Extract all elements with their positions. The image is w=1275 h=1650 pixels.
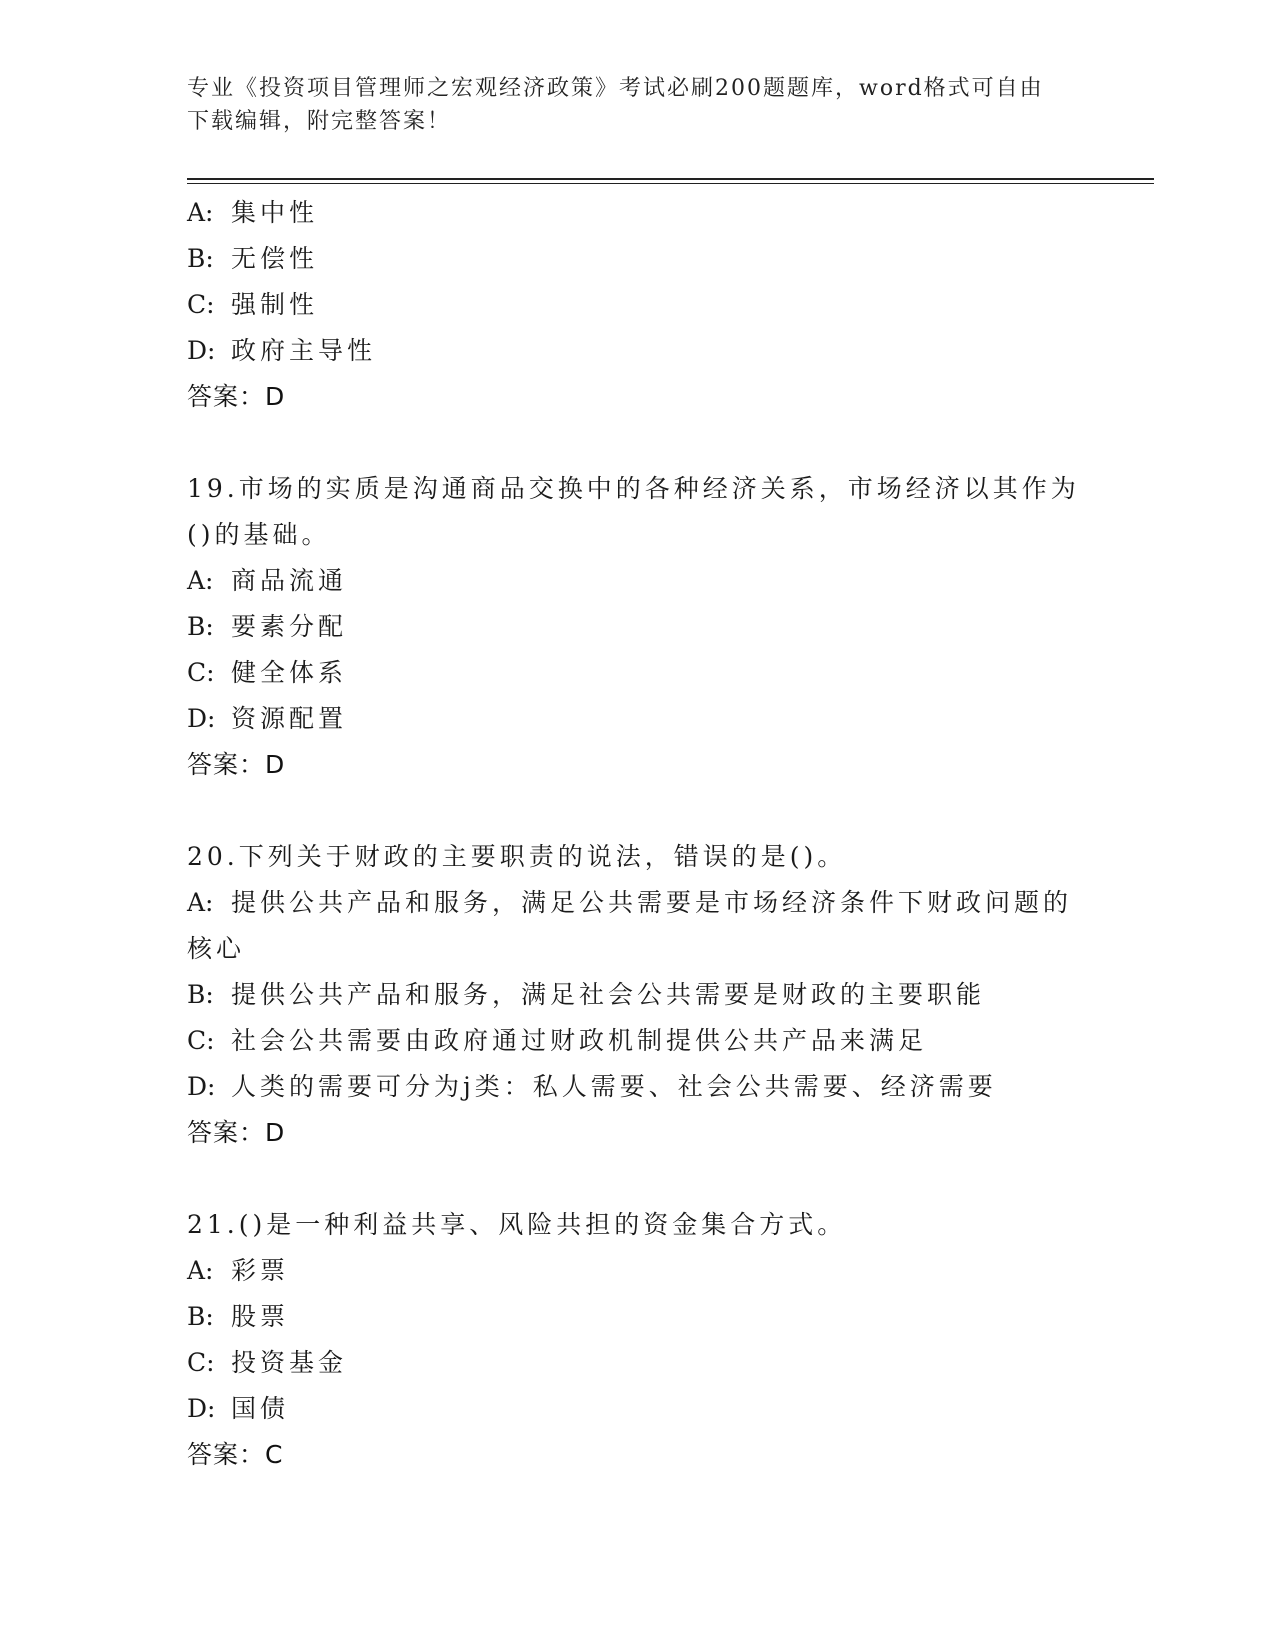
option-d: [187, 1386, 1147, 1432]
option-label: D:: [187, 336, 216, 365]
option-a: [187, 190, 1147, 236]
option-c: [187, 1018, 1147, 1064]
spacer: [187, 420, 1147, 466]
option-text: 无偿性: [231, 244, 319, 273]
option-text: 彩票: [231, 1256, 290, 1285]
option-text: 商品流通: [231, 566, 348, 595]
option-text: 人类的需要可分为j类：私人需要、社会公共需要、经济需要: [231, 1072, 997, 1101]
option-label: A:: [187, 198, 214, 227]
option-label: C:: [187, 290, 215, 319]
option-c: [187, 650, 1147, 696]
option-label: D:: [187, 704, 216, 733]
option-a-continued: 核心: [187, 934, 246, 963]
option-label: B:: [187, 244, 214, 273]
option-text: 政府主导性: [231, 336, 377, 365]
option-text: 资源配置: [231, 704, 348, 733]
option-c: [187, 1340, 1147, 1386]
option-text: 强制性: [231, 290, 319, 319]
option-a: [187, 880, 1147, 926]
question-list: [187, 190, 1147, 1478]
option-text: 投资基金: [231, 1348, 348, 1377]
option-label: A:: [187, 888, 214, 917]
option-label: C:: [187, 1026, 215, 1055]
question-stem: 19.市场的实质是沟通商品交换中的各种经济关系，市场经济以其作为: [187, 474, 1080, 503]
question-20: [187, 834, 1147, 1156]
option-d: [187, 696, 1147, 742]
option-b: [187, 236, 1147, 282]
question-stem-continued: ()的基础。: [187, 520, 331, 549]
spacer: [187, 788, 1147, 834]
header-divider-thin: [187, 183, 1154, 184]
question-stem: 20.下列关于财政的主要职责的说法，错误的是()。: [187, 842, 847, 871]
option-label: D:: [187, 1072, 216, 1101]
option-text: 提供公共产品和服务，满足社会公共需要是财政的主要职能: [231, 980, 986, 1009]
option-text: 股票: [231, 1302, 290, 1331]
answer: 答案：C: [187, 1440, 284, 1469]
option-label: A:: [187, 566, 214, 595]
option-label: B:: [187, 980, 214, 1009]
answer: 答案：D: [187, 750, 286, 779]
option-b: [187, 1294, 1147, 1340]
option-text: 健全体系: [231, 658, 348, 687]
option-text: 社会公共需要由政府通过财政机制提供公共产品来满足: [231, 1026, 928, 1055]
document-header: [187, 72, 1087, 138]
option-label: C:: [187, 1348, 215, 1377]
option-b: [187, 972, 1147, 1018]
option-c: [187, 282, 1147, 328]
option-a: [187, 558, 1147, 604]
option-text: 要素分配: [231, 612, 348, 641]
header-line-2: 下载编辑，附完整答案！: [187, 109, 452, 134]
option-b: [187, 604, 1147, 650]
option-label: D:: [187, 1394, 216, 1423]
question-18: [187, 190, 1147, 420]
header-line-1: 专业《投资项目管理师之宏观经济政策》考试必刷200题题库，word格式可自由: [187, 76, 1044, 101]
answer: 答案：D: [187, 1118, 286, 1147]
answer: 答案：D: [187, 382, 286, 411]
header-divider-thick: [187, 178, 1154, 180]
question-21: [187, 1202, 1147, 1478]
option-label: B:: [187, 1302, 214, 1331]
option-d: [187, 328, 1147, 374]
option-d: [187, 1064, 1147, 1110]
option-text: 提供公共产品和服务，满足公共需要是市场经济条件下财政问题的: [231, 888, 1073, 917]
spacer: [187, 1156, 1147, 1202]
option-label: A:: [187, 1256, 214, 1285]
option-text: 集中性: [231, 198, 319, 227]
option-label: B:: [187, 612, 214, 641]
option-text: 国债: [231, 1394, 290, 1423]
option-a: [187, 1248, 1147, 1294]
question-stem: 21.()是一种利益共享、风险共担的资金集合方式。: [187, 1210, 847, 1239]
question-19: [187, 466, 1147, 788]
option-label: C:: [187, 658, 215, 687]
